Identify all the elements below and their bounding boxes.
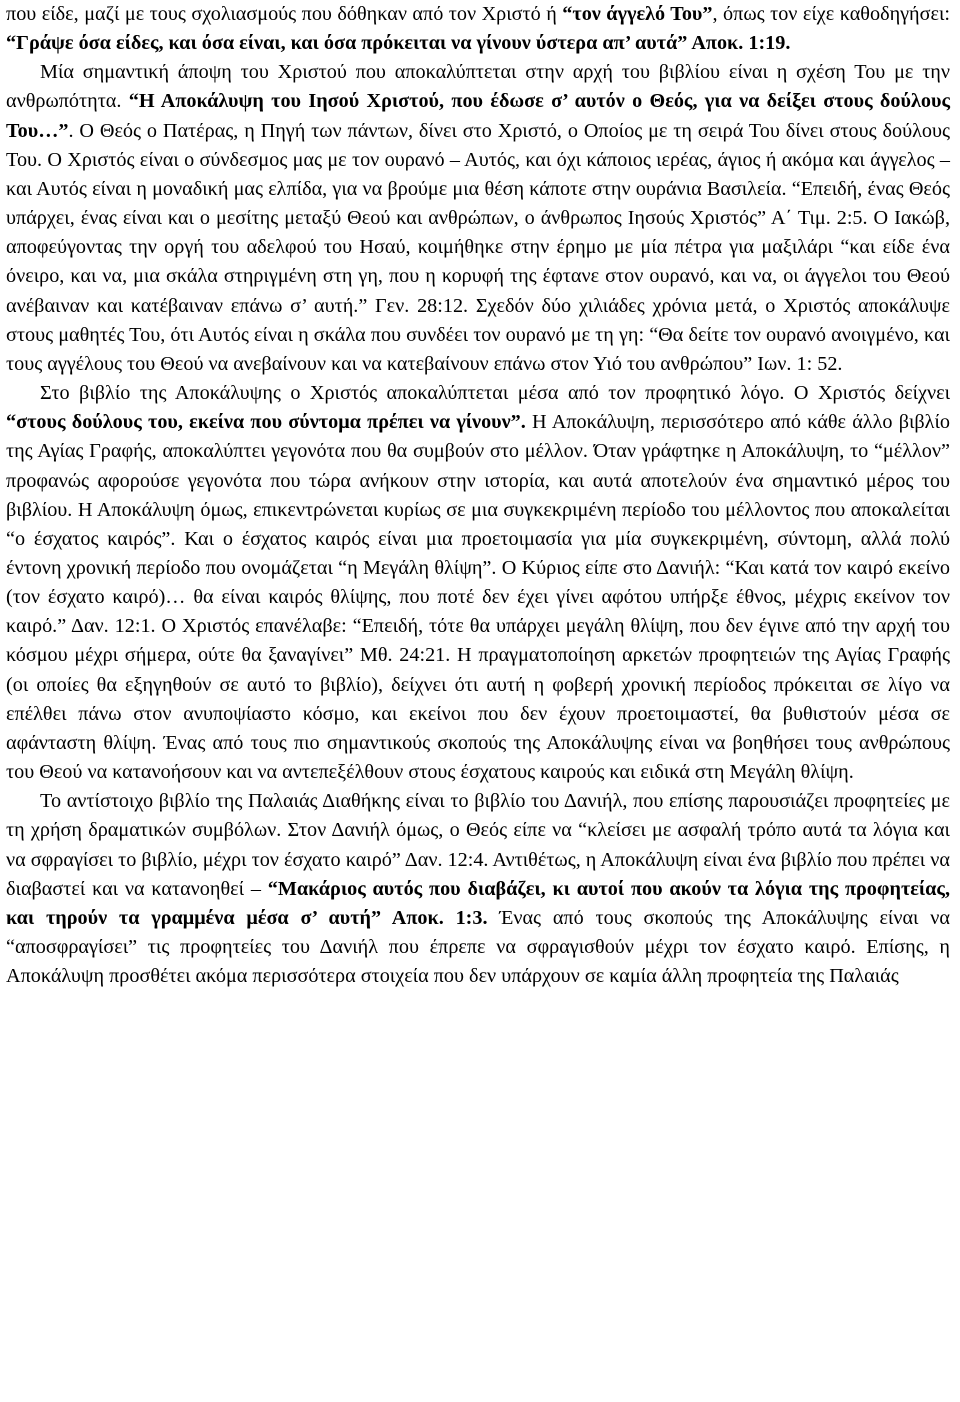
paragraph-3 (6, 379, 950, 787)
paragraph-2 (6, 58, 950, 379)
text-run: Ένας από τους σκοπούς της Αποκάλυψης είναι να “αποσφραγίσει” τις προφητείες του Δανιήλ που έπρεπε να σφραγισθούν μέχρι τον έσχατο καιρό. Επίσης, η Αποκάλυψη προσθέτει ακόμα περισσότερα στοιχεία που δεν υπάρχουν σε καμία άλλη προφητεία της Παλαιάς (6, 906, 950, 988)
bold-text-run: “στους δούλους του, εκείνα που σύντομα πρέπει να γίνουν”. (6, 411, 526, 434)
bold-text-run: “Μακάριος αυτός που διαβάζει, κι αυτοί που ακούν τα λόγια της προφητείας, και τηρούν τα γραμμένα μέσα σ’ αυτή” Αποκ. 1:3. (6, 877, 950, 929)
bold-text-run: “Η Αποκάλυψη του Ιησού Χριστού, που έδωσε σ’ αυτόν ο Θεός, για να δείξει στους δούλους Του…” (6, 90, 950, 142)
text-run: Στο βιβλίο της Αποκάλυψης ο Χριστός αποκαλύπτεται μέσα από τον προφητικό λόγο. Ο Χριστός δείχνει (40, 382, 950, 405)
text-run: , όπως τον είχε καθοδηγήσει: (712, 3, 951, 25)
bold-text-run: “Γράψε όσα είδες, και όσα είναι, και όσα πρόκειται να γίνουν ύστερα απ’ αυτά” Αποκ. 1:19. (6, 32, 791, 55)
text-run: Η Αποκάλυψη, περισσότερο από κάθε άλλο βιβλίο της Αγίας Γραφής, αποκαλύπτει γεγονότα που θα συμβούν στο μέλλον. Όταν γράφτηκε η Αποκάλυψη, το “μέλλον” προφανώς αφορούσε γεγονότα που τώρα ανήκουν στην ιστορία, και αυτά αποτελούν ένα σημαντικό μέρος του βιβλίου. Η Αποκάλυψη όμως, επικεντρώνεται κυρίως σε μια συγκεκριμένη περίοδο του μέλλοντος που αποκαλείται “ο έσχατος καιρός”. Και ο έσχατος καιρός είναι μια προετοιμασία για μία συγκεκριμένη, σύντομη, αλλά πολύ έντονη χρονική περίοδο που ονομάζεται “η Μεγάλη θλίψη”. Ο Κύριος είπε στο Δανιήλ: “Και κατά τον καιρό εκείνο (τον έσχατο καιρό)… θα είναι καιρός θλίψης, που ποτέ δεν έχει γίνει αφότου υπήρξε έθνος, μέχρις εκείνον τον καιρό.” Δαν. 12:1. Ο Χριστός επανέλαβε: “Επειδή, τότε θα υπάρχει μεγάλη θλίψη, που δεν έγινε από την αρχή του κόσμου μέχρι σήμερα, ούτε θα ξαναγίνει” Μθ. 24:21. Η πραγματοποίηση αρκετών προφητειών της Αγίας Γραφής (οι οποίες θα εξηγηθούν σε αυτό το βιβλίο), δείχνει ότι αυτή η φοβερή χρονική περίοδος πρόκειται σε λίγο να επέλθει πάνω στον ανυποψίαστο κόσμο, και εκείνοι που δεν έχουν προετοιμαστεί, θα βυθιστούν μέσα σε αφάνταστη θλίψη. Ένας από τους πιο σημαντικούς σκοπούς της Αποκάλυψης είναι να βοηθήσει τους ανθρώπους του Θεού να κατανοήσουν και να αντεπεξέλθουν στους έσχατους καιρούς και ειδικά στη Μεγάλη θλίψη. (6, 411, 950, 784)
text-run: Μία σημαντική άποψη του Χριστού που αποκαλύπτεται στην αρχή του βιβλίου είναι η σχέση Του με την ανθρωπότητα. (6, 61, 950, 113)
bold-text-run: “τον άγγελό Του” (562, 3, 713, 25)
paragraph-1 (6, 0, 950, 58)
text-run: Το αντίστοιχο βιβλίο της Παλαιάς Διαθήκης είναι το βιβλίο του Δανιήλ, που επίσης παρουσιάζει προφητείες με τη χρήση δραματικών συμβόλων. Στον Δανιήλ όμως, ο Θεός είπε να “κλείσει με ασφαλή τρόπο αυτά τα λόγια και να σφραγίσει το βιβλίο, μέχρι τον έσχατο καιρό” Δαν. 12:4. Αντιθέτως, η Αποκάλυψη είναι ένα βιβλίο που πρέπει να διαβαστεί και να κατανοηθεί – (6, 790, 950, 900)
paragraph-4 (6, 787, 950, 991)
text-run: . Ο Θεός ο Πατέρας, η Πηγή των πάντων, δίνει στο Χριστό, ο Οποίος με τη σειρά Του δίνει στους δούλους Του. Ο Χριστός είναι ο σύνδεσμος μας με τον ουρανό – Αυτός, και όχι κάποιος ιερέας, άγιος ή ακόμα και άγγελος – και Αυτός είναι η μοναδική μας ελπίδα, για να βρούμε μια θέση κάποτε στην ουράνια Βασιλεία. “Επειδή, ένας Θεός υπάρχει, ένας είναι και ο μεσίτης μεταξύ Θεού και ανθρώπων, ο άνθρωπος Ιησούς Χριστός” Α΄ Τιμ. 2:5. Ο Ιακώβ, αποφεύγοντας την οργή του αδελφού του Ησαύ, κοιμήθηκε στην έρημο με μία πέτρα για μαξιλάρι “και είδε ένα όνειρο, και να, μια σκάλα στηριγμένη στη γη, που η κορυφή της έφτανε στον ουρανό, και να, οι άγγελοι του Θεού ανέβαιναν και κατέβαιναν επάνω σ’ αυτή.” Γεν. 28:12. Σχεδόν δύο χιλιάδες χρόνια μετά, ο Χριστός αποκάλυψε στους μαθητές Του, ότι Αυτός είναι η σκάλα που συνδέει τον ουρανό με τη γη: “Θα δείτε τον ουρανό ανοιγμένο, και τους αγγέλους του Θεού να ανεβαίνουν και να κατεβαίνουν επάνω στον Υιό του ανθρώπου” Ιων. 1: 52. (6, 119, 950, 375)
text-run: που είδε, μαζί με τους σχολιασμούς που δόθηκαν από τον Χριστό ή (6, 3, 563, 25)
